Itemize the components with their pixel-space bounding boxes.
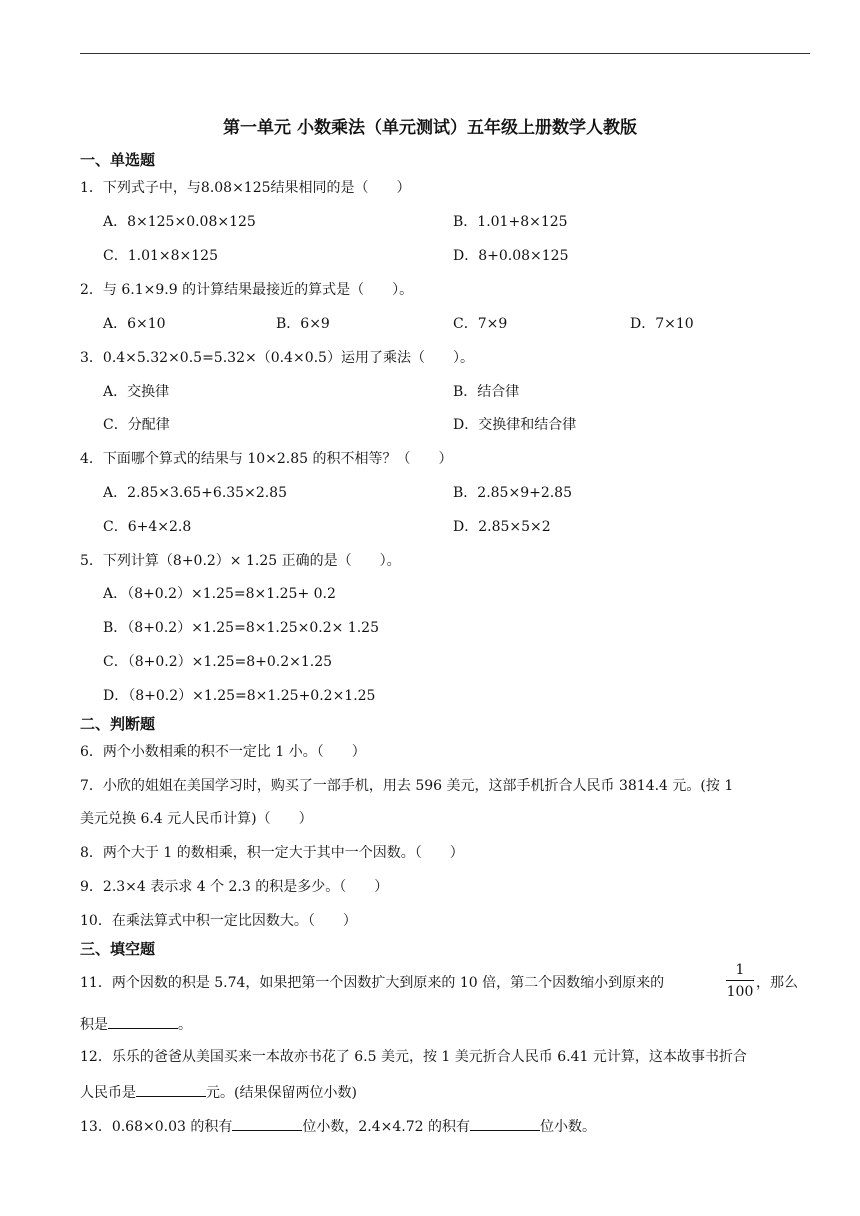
section-heading-fill-in: 三、填空题 (80, 940, 156, 958)
question-1-option-c: C．1.01×8×125 (103, 248, 218, 264)
question-7-line-2: 美元兑换 6.4 元人民币计算)（ ） (80, 811, 313, 827)
fraction-numerator: 1 (735, 962, 745, 978)
page-title: 第一单元 小数乘法（单元测试）五年级上册数学人教版 (223, 118, 637, 138)
section-heading-true-false: 二、判断题 (80, 715, 156, 733)
question-13-answer-blank-2[interactable] (470, 1115, 540, 1131)
question-13 (80, 1115, 596, 1137)
question-7-line-1: 7．小欣的姐姐在美国学习时，购买了一部手机，用去 596 美元，这部手机折合人民币 3814.4 元。(按 1 (80, 778, 734, 794)
question-4-option-a: A．2.85×3.65+6.35×2.85 (103, 485, 287, 501)
question-4-option-b: B．2.85×9+2.85 (453, 485, 572, 501)
question-3-stem: 3．0.4×5.32×0.5=5.32×（0.4×0.5）运用了乘法（ ）。 (80, 350, 474, 366)
question-11-line-2 (80, 1013, 192, 1035)
question-3-option-a: A．交换律 (103, 384, 170, 400)
question-5-option-d: D．（8+0.2）×1.25=8×1.25+0.2×1.25 (103, 688, 376, 704)
question-4-option-d: D．2.85×5×2 (453, 519, 551, 535)
question-9: 9．2.3×4 表示求 4 个 2.3 的积是多少。（ ） (80, 879, 389, 895)
question-2-option-c: C．7×9 (453, 316, 508, 332)
question-5-option-a: A．（8+0.2）×1.25=8×1.25+ 0.2 (103, 586, 336, 602)
question-5-option-b: B．（8+0.2）×1.25=8×1.25×0.2× 1.25 (103, 620, 379, 636)
question-13-part-c: 位小数。 (539, 1119, 596, 1135)
section-heading-single-choice: 一、单选题 (80, 151, 156, 169)
question-3-option-c: C．分配律 (103, 417, 170, 433)
question-11-line-1: 11．两个因数的积是 5.74，如果把第一个因数扩大到原来的 10 倍，第二个因数缩小到原来的 (80, 975, 665, 991)
question-12-prefix: 人民币是 (80, 1085, 136, 1101)
question-5-stem: 5．下列计算（8+0.2）× 1.25 正确的是（ ）。 (80, 553, 401, 569)
question-5-option-c: C．（8+0.2）×1.25=8+0.2×1.25 (103, 654, 333, 670)
question-11-prefix: 积是 (80, 1017, 108, 1033)
question-11-line-1-end: ，那么 (756, 975, 798, 991)
question-4-stem: 4．下面哪个算式的结果与 10×2.85 的积不相等？（ ） (80, 451, 453, 467)
question-2-option-b: B．6×9 (276, 316, 330, 332)
question-12-suffix: 元。(结果保留两位小数) (206, 1085, 357, 1101)
question-13-part-a: 13．0.68×0.03 的积有 (80, 1119, 233, 1135)
question-3-option-b: B．结合律 (453, 384, 520, 400)
question-2-stem: 2．与 6.1×9.9 的计算结果最接近的算式是（ ）。 (80, 282, 414, 298)
fraction-denominator: 100 (726, 984, 754, 1000)
fraction-bar (726, 980, 754, 981)
question-1-option-d: D．8+0.08×125 (453, 248, 569, 264)
question-10: 10．在乘法算式中积一定比因数大。（ ） (80, 913, 357, 929)
question-4-option-c: C．6+4×2.8 (103, 519, 192, 535)
question-3-option-d: D．交换律和结合律 (453, 417, 577, 433)
question-6: 6．两个小数相乘的积不一定比 1 小。（ ） (80, 744, 366, 760)
question-1-stem: 1．下列式子中，与8.08×125结果相同的是（ ） (80, 180, 411, 196)
question-12-answer-blank[interactable] (136, 1081, 206, 1097)
question-13-answer-blank-1[interactable] (232, 1115, 302, 1131)
question-1-option-b: B．1.01+8×125 (453, 214, 568, 230)
fraction-one-hundredth (726, 961, 754, 1001)
question-11-suffix: 。 (178, 1017, 192, 1033)
question-12-line-1: 12．乐乐的爸爸从美国买来一本故亦书花了 6.5 美元，按 1 美元折合人民币 6.41 元计算，这本故事书折合 (80, 1049, 747, 1065)
question-2-option-d: D．7×10 (630, 316, 694, 332)
question-13-part-b: 位小数，2.4×4.72 的积有 (302, 1119, 470, 1135)
question-12-line-2 (80, 1081, 357, 1103)
question-2-option-a: A．6×10 (103, 316, 166, 332)
question-8: 8．两个大于 1 的数相乘，积一定大于其中一个因数。（ ） (80, 845, 464, 861)
question-1-option-a: A．8×125×0.08×125 (103, 214, 256, 230)
header-rule (80, 53, 810, 54)
question-11-answer-blank[interactable] (108, 1013, 178, 1029)
